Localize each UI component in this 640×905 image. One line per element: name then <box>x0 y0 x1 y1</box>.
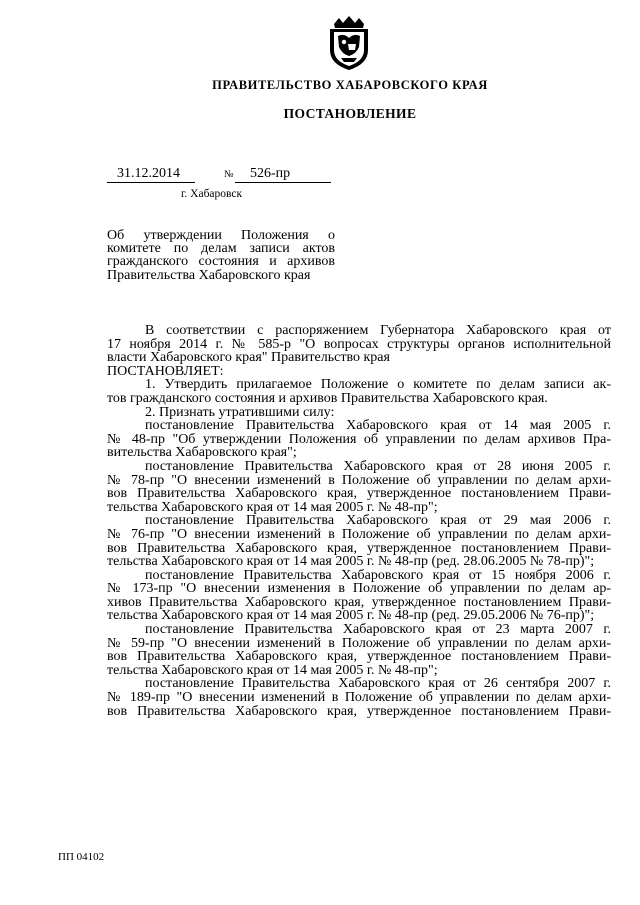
body-line: 2. Признать утратившими силу: <box>145 404 335 420</box>
body-line: постановление Правительства Хабаровского края от 23 марта 2007 г. <box>145 622 611 638</box>
body-line: тельства Хабаровского края от 14 мая 2005 г. № 48-пр (ред. 28.06.2005 № 78-пр)"; <box>107 554 595 570</box>
body-line: тельства Хабаровского края от 14 мая 2005 г. № 48-пр"; <box>107 662 438 678</box>
body-line: № 76-пр "О внесении изменений в Положение об управлении по делам архи- <box>107 526 611 542</box>
document-subject: Об утверждении Положения о комитете по делам записи актов гражданского состояния и архивов Правительства Хабаровского края <box>107 228 335 283</box>
body-line: постановление Правительства Хабаровского края от 29 мая 2006 г. <box>145 513 611 529</box>
body-line: постановление Правительства Хабаровского края от 26 сентября 2007 г. <box>145 676 611 692</box>
body-line: В соответствии с распоряжением Губернатора Хабаровского края от <box>145 323 611 338</box>
body-line: ПОСТАНОВЛЯЕТ: <box>107 363 224 379</box>
body-line: № 173-пр "О внесении изменения в Положение об управлении по делам ар- <box>107 581 611 597</box>
body-line: тельства Хабаровского края от 14 мая 2005 г. № 48-пр (ред. 29.05.2006 № 76-пр)"; <box>107 608 595 624</box>
body-line: тов гражданского состояния и архивов Правительства Хабаровского края. <box>107 390 548 406</box>
organization-title: ПРАВИТЕЛЬСТВО ХАБАРОВСКОГО КРАЯ <box>212 78 488 92</box>
body-line: вов Правительства Хабаровского края, утвержденное постановлением Прави- <box>107 486 611 502</box>
body-line: вов Правительства Хабаровского края, утвержденное постановлением Прави- <box>107 540 611 556</box>
khabarovsk-coat-of-arms-icon <box>326 14 372 72</box>
body-line: постановление Правительства Хабаровского края от 14 мая 2005 г. <box>145 418 611 434</box>
body-line: постановление Правительства Хабаровского края от 15 ноября 2006 г. <box>145 567 611 583</box>
body-line: 1. Утвердить прилагаемое Положение о комитете по делам записи ак- <box>145 377 611 393</box>
body-line: № 78-пр "О внесении изменений в Положение об управлении по делам архи- <box>107 472 611 488</box>
body-line: власти Хабаровского края" Правительство края <box>107 350 390 366</box>
body-line: постановление Правительства Хабаровского края от 28 июня 2005 г. <box>145 458 611 474</box>
body-line: 17 ноября 2014 г. № 585-р "О вопросах структуры органов исполнительной <box>107 336 611 352</box>
body-line: № 48-пр "Об утверждении Положения об управлении по делам архивов Пра- <box>107 431 611 447</box>
document-city: г. Хабаровск <box>181 188 243 200</box>
document-body <box>107 324 611 718</box>
body-line: хивов Правительства Хабаровского края, утвержденное постановлением Пpави- <box>107 594 611 610</box>
body-line: № 59-пр "О внесении изменений в Положение об управлении по делам архи- <box>107 635 611 651</box>
document-type-title: ПОСТАНОВЛЕНИЕ <box>283 106 417 121</box>
body-line: вительства Хабаровского края"; <box>107 445 297 461</box>
number-label: № <box>224 169 234 180</box>
document-number: 526-пр <box>235 166 331 183</box>
document-date: 31.12.2014 <box>107 166 195 183</box>
body-line: вов Правительства Хабаровского края, утвержденное постановлением Прави- <box>107 649 611 665</box>
body-line: тельства Хабаровского края от 14 мая 2005 г. № 48-пр"; <box>107 499 438 515</box>
document-code: ПП 04102 <box>58 851 105 863</box>
body-line: вов Правительства Хабаровского края, утвержденное постановлением Прави- <box>107 703 611 719</box>
body-line: № 189-пр "О внесении изменений в Положение об управлении по делам архи- <box>107 690 611 706</box>
